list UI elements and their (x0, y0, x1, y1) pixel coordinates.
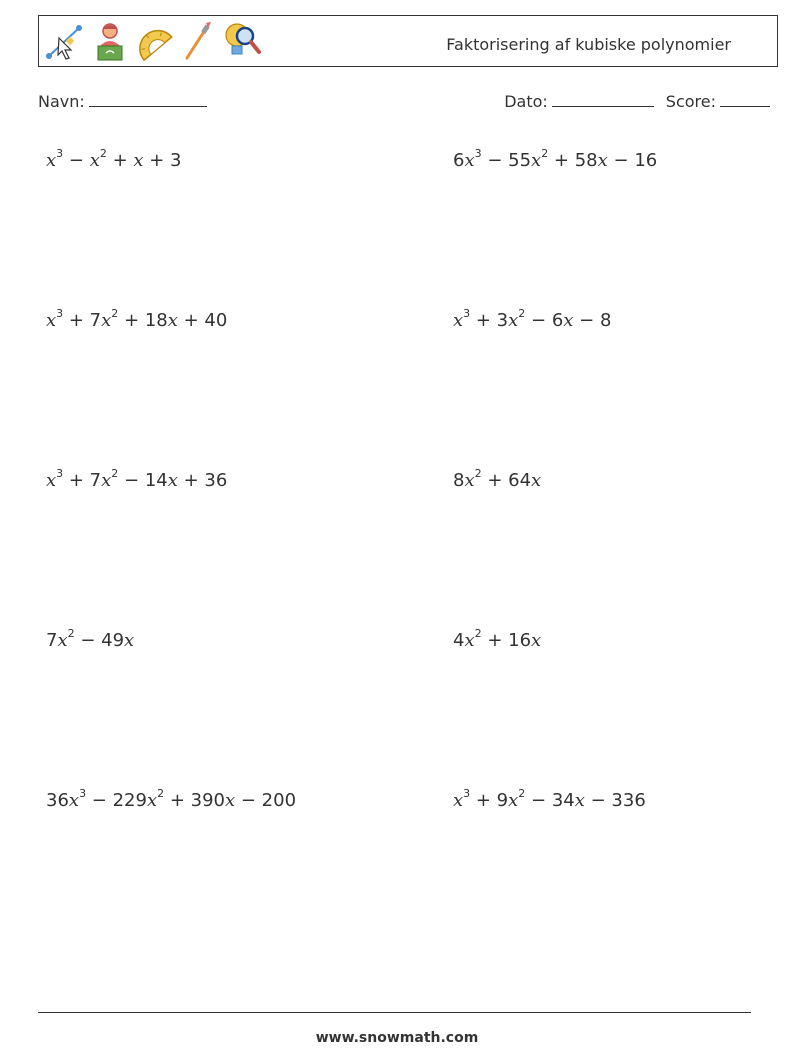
term-text: − 336 (584, 790, 646, 811)
term-text: + 58 (548, 150, 598, 171)
term-text: + 7 (63, 310, 102, 331)
score-blank[interactable] (720, 92, 770, 107)
term-text: + 3 (143, 150, 182, 171)
lightbulb-magnifier-icon (221, 20, 263, 62)
variable: x (46, 470, 57, 491)
term-text: − 34 (525, 790, 575, 811)
term-text: − 229 (86, 790, 147, 811)
variable: x (563, 310, 574, 331)
exponent: 2 (67, 627, 75, 640)
term-text: 7 (46, 630, 58, 651)
variable: x (453, 310, 464, 331)
exponent: 3 (474, 147, 482, 160)
term-text: + 64 (481, 470, 532, 491)
variable: x (453, 790, 464, 811)
variable: x (531, 470, 542, 491)
exponent: 2 (99, 147, 107, 160)
term-text: 4 (453, 630, 465, 651)
problem-10 (453, 787, 646, 811)
variable: x (46, 310, 57, 331)
exponent: 2 (157, 787, 165, 800)
problem-3 (46, 307, 228, 331)
term-text: 8 (453, 470, 465, 491)
problem-5 (46, 467, 228, 491)
protractor-icon (133, 20, 175, 62)
problem-2 (453, 147, 658, 171)
term-text: + 9 (470, 790, 509, 811)
variable: x (46, 150, 57, 171)
name-label: Navn: (38, 92, 85, 111)
term-text: + 18 (118, 310, 168, 331)
variable: x (68, 790, 80, 811)
name-field (38, 92, 207, 111)
problem-7 (46, 627, 135, 651)
term-text: − 14 (118, 470, 168, 491)
term-text: + 3 (470, 310, 509, 331)
variable: x (133, 150, 144, 171)
problem-9 (46, 787, 297, 811)
exponent: 2 (541, 147, 549, 160)
footer-url[interactable]: www.snowmath.com (315, 1030, 479, 1046)
pen-tool-icon (43, 20, 85, 62)
term-text: − 16 (607, 150, 658, 171)
term-text: − 6 (525, 310, 564, 331)
date-score-field (504, 92, 770, 111)
paintbrush-icon (177, 20, 219, 62)
variable: x (531, 630, 542, 651)
term-text: + 40 (177, 310, 228, 331)
date-label: Dato: (504, 92, 548, 111)
variable: x (89, 150, 100, 171)
variable: x (597, 150, 608, 171)
exponent: 3 (463, 307, 471, 320)
exponent: 3 (56, 147, 64, 160)
exponent: 2 (111, 307, 119, 320)
exponent: 2 (518, 787, 526, 800)
footer-divider (38, 1012, 751, 1013)
term-text: − 55 (481, 150, 532, 171)
date-blank[interactable] (552, 92, 654, 107)
problem-6 (453, 467, 542, 491)
term-text: − 8 (573, 310, 612, 331)
exponent: 2 (474, 627, 482, 640)
term-text: + 390 (164, 790, 225, 811)
variable: x (146, 790, 158, 811)
header-box (38, 15, 778, 67)
variable: x (57, 630, 68, 651)
term-text: − 200 (235, 790, 297, 811)
exponent: 3 (463, 787, 471, 800)
exponent: 3 (56, 467, 64, 480)
term-text: + 36 (177, 470, 228, 491)
term-text: + 16 (481, 630, 532, 651)
term-text: − 49 (74, 630, 125, 651)
problem-8 (453, 627, 542, 651)
variable: x (167, 310, 178, 331)
variable: x (464, 150, 475, 171)
exponent: 2 (474, 467, 482, 480)
term-text: 36 (46, 790, 69, 811)
term-text: + (106, 150, 134, 171)
variable: x (464, 630, 475, 651)
variable: x (225, 790, 236, 811)
name-blank[interactable] (89, 92, 207, 107)
variable: x (574, 790, 585, 811)
term-text: 6 (453, 150, 465, 171)
variable: x (508, 310, 519, 331)
variable: x (124, 630, 135, 651)
variable: x (101, 310, 112, 331)
problem-4 (453, 307, 612, 331)
score-label: Score: (665, 92, 716, 111)
variable: x (508, 790, 519, 811)
exponent: 2 (518, 307, 526, 320)
variable: x (464, 470, 475, 491)
term-text: − (63, 150, 90, 171)
variable: x (531, 150, 542, 171)
exponent: 3 (56, 307, 64, 320)
worksheet-title: Faktorisering af kubiske polynomier (446, 35, 731, 54)
teacher-icon (89, 20, 131, 62)
problem-1 (46, 147, 182, 171)
variable: x (167, 470, 178, 491)
exponent: 2 (111, 467, 119, 480)
term-text: + 7 (63, 470, 102, 491)
exponent: 3 (79, 787, 87, 800)
variable: x (101, 470, 112, 491)
